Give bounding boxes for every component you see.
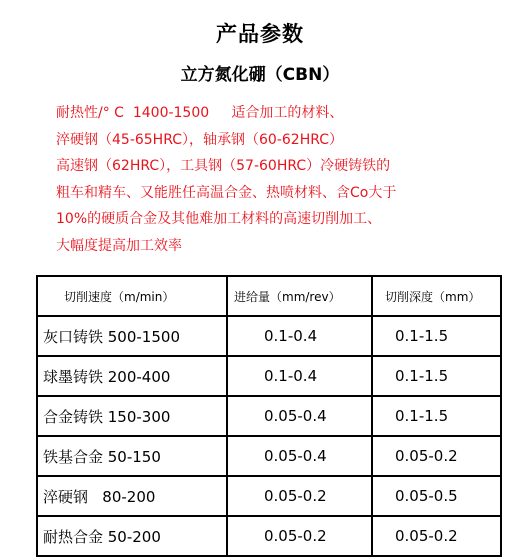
description-line: 高速钢（62HRC），工具钢（57-60HRC）冷硬铸铁的 — [56, 158, 391, 174]
cell-feed: 0.1-0.4 — [227, 356, 372, 396]
cell-feed: 0.05-0.2 — [227, 516, 372, 556]
cell-depth: 0.1-1.5 — [372, 316, 501, 356]
cell-material-speed: 合金铸铁 150-300 — [37, 396, 227, 436]
cell-material-speed: 淬硬钢 80-200 — [37, 476, 227, 516]
cell-depth: 0.05-0.2 — [372, 516, 501, 556]
cell-feed: 0.05-0.4 — [227, 396, 372, 436]
description-line: 耐热性/° C 1400-1500 适合加工的材料、 — [56, 105, 344, 121]
cell-depth: 0.05-0.2 — [372, 436, 501, 476]
table-header-row — [37, 276, 501, 316]
description-block — [56, 100, 496, 259]
table-row — [37, 476, 501, 516]
description-line: 粗车和精车、又能胜任高温合金、热喷材料、含Co大于 — [56, 184, 397, 201]
page-subtitle: 立方氮化硼（CBN） — [180, 65, 340, 85]
page-title: 产品参数 — [216, 22, 304, 46]
header-cutting-depth: 切削深度（mm） — [372, 276, 501, 316]
table-row — [37, 516, 501, 556]
cell-material-speed: 灰口铸铁 500-1500 — [37, 316, 227, 356]
table-row — [37, 436, 501, 476]
cell-feed: 0.05-0.4 — [227, 436, 372, 476]
table-row — [37, 316, 501, 356]
parameter-table — [36, 275, 502, 557]
cell-depth: 0.1-1.5 — [372, 396, 501, 436]
cell-material-speed: 铁基合金 50-150 — [37, 436, 227, 476]
cell-feed: 0.1-0.4 — [227, 316, 372, 356]
table-row — [37, 356, 501, 396]
header-cutting-speed: 切削速度（m/min） — [37, 276, 227, 316]
cell-depth: 0.05-0.5 — [372, 476, 501, 516]
table-row — [37, 396, 501, 436]
description-line: 淬硬钢（45-65HRC），轴承钢（60-62HRC） — [56, 131, 344, 148]
cell-feed: 0.05-0.2 — [227, 476, 372, 516]
cell-material-speed: 耐热合金 50-200 — [37, 516, 227, 556]
description-line: 10%的硬质合金及其他难加工材料的高速切削加工、 — [56, 211, 382, 227]
cell-material-speed: 球墨铸铁 200-400 — [37, 356, 227, 396]
description-line: 大幅度提高加工效率 — [56, 237, 182, 254]
cell-depth: 0.1-1.5 — [372, 356, 501, 396]
header-feed-rate: 进给量（mm/rev） — [227, 276, 372, 316]
